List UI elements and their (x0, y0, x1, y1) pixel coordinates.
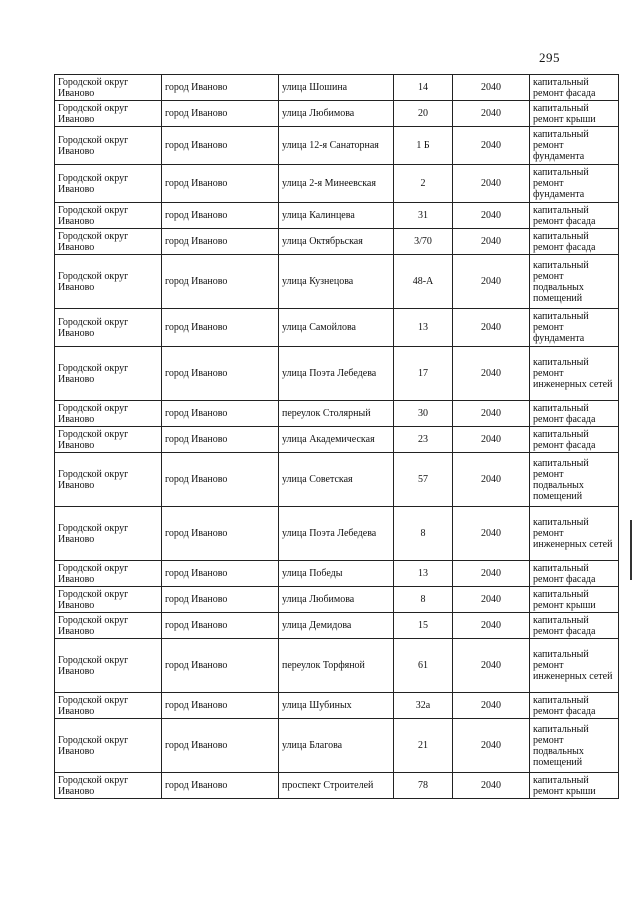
city-cell: город Иваново (162, 773, 279, 799)
house-number-cell: 23 (394, 427, 453, 453)
district-cell: Городской округ Иваново (55, 203, 162, 229)
house-number-cell: 15 (394, 613, 453, 639)
house-number-cell: 61 (394, 639, 453, 693)
table-row (55, 347, 619, 401)
district-cell: Городской округ Иваново (55, 507, 162, 561)
district-cell: Городской округ Иваново (55, 773, 162, 799)
house-number-cell: 32а (394, 693, 453, 719)
street-cell: улица Октябрьская (279, 229, 394, 255)
work-type-cell: капитальный ремонт подвальных помещений (530, 453, 619, 507)
work-type-cell: капитальный ремонт фасада (530, 229, 619, 255)
district-cell: Городской округ Иваново (55, 453, 162, 507)
city-cell: город Иваново (162, 127, 279, 165)
year-cell: 2040 (453, 427, 530, 453)
year-cell: 2040 (453, 347, 530, 401)
district-cell: Городской округ Иваново (55, 165, 162, 203)
work-type-cell: капитальный ремонт крыши (530, 101, 619, 127)
year-cell: 2040 (453, 587, 530, 613)
table-row (55, 453, 619, 507)
street-cell: улица Кузнецова (279, 255, 394, 309)
work-type-cell: капитальный ремонт фундамента (530, 127, 619, 165)
house-number-cell: 30 (394, 401, 453, 427)
city-cell: город Иваново (162, 427, 279, 453)
city-cell: город Иваново (162, 229, 279, 255)
work-type-cell: капитальный ремонт фасада (530, 203, 619, 229)
house-number-cell: 8 (394, 587, 453, 613)
district-cell: Городской округ Иваново (55, 693, 162, 719)
work-type-cell: капитальный ремонт инженерных сетей (530, 347, 619, 401)
street-cell: улица Калинцева (279, 203, 394, 229)
street-cell: проспект Строителей (279, 773, 394, 799)
district-cell: Городской округ Иваново (55, 401, 162, 427)
table-row (55, 203, 619, 229)
district-cell: Городской округ Иваново (55, 587, 162, 613)
district-cell: Городской округ Иваново (55, 427, 162, 453)
street-cell: переулок Торфяной (279, 639, 394, 693)
district-cell: Городской округ Иваново (55, 255, 162, 309)
year-cell: 2040 (453, 127, 530, 165)
table-row (55, 587, 619, 613)
district-cell: Городской округ Иваново (55, 561, 162, 587)
house-number-cell: 21 (394, 719, 453, 773)
work-type-cell: капитальный ремонт фундамента (530, 165, 619, 203)
table-row (55, 255, 619, 309)
city-cell: город Иваново (162, 309, 279, 347)
house-number-cell: 57 (394, 453, 453, 507)
district-cell: Городской округ Иваново (55, 75, 162, 101)
house-number-cell: 3/70 (394, 229, 453, 255)
district-cell: Городской округ Иваново (55, 613, 162, 639)
street-cell: улица Самойлова (279, 309, 394, 347)
city-cell: город Иваново (162, 255, 279, 309)
district-cell: Городской округ Иваново (55, 101, 162, 127)
work-type-cell: капитальный ремонт фасада (530, 427, 619, 453)
district-cell: Городской округ Иваново (55, 309, 162, 347)
house-number-cell: 20 (394, 101, 453, 127)
year-cell: 2040 (453, 309, 530, 347)
city-cell: город Иваново (162, 507, 279, 561)
page-number: 295 (539, 50, 560, 65)
work-type-cell: капитальный ремонт фасада (530, 693, 619, 719)
work-type-cell: капитальный ремонт подвальных помещений (530, 719, 619, 773)
street-cell: улица Любимова (279, 101, 394, 127)
city-cell: город Иваново (162, 613, 279, 639)
house-number-cell: 13 (394, 561, 453, 587)
house-number-cell: 14 (394, 75, 453, 101)
street-cell: улица Шубиных (279, 693, 394, 719)
year-cell: 2040 (453, 693, 530, 719)
work-type-cell: капитальный ремонт инженерных сетей (530, 639, 619, 693)
street-cell: улица Демидова (279, 613, 394, 639)
city-cell: город Иваново (162, 165, 279, 203)
district-cell: Городской округ Иваново (55, 639, 162, 693)
table-row (55, 613, 619, 639)
city-cell: город Иваново (162, 75, 279, 101)
year-cell: 2040 (453, 165, 530, 203)
table-row (55, 229, 619, 255)
table-body (55, 75, 619, 799)
house-number-cell: 17 (394, 347, 453, 401)
table-row (55, 507, 619, 561)
house-number-cell: 8 (394, 507, 453, 561)
street-cell: улица Победы (279, 561, 394, 587)
table-row (55, 773, 619, 799)
year-cell: 2040 (453, 719, 530, 773)
table-row (55, 309, 619, 347)
street-cell: улица 12-я Санаторная (279, 127, 394, 165)
work-type-cell: капитальный ремонт подвальных помещений (530, 255, 619, 309)
work-type-cell: капитальный ремонт инженерных сетей (530, 507, 619, 561)
table-row (55, 427, 619, 453)
city-cell: город Иваново (162, 101, 279, 127)
house-number-cell: 2 (394, 165, 453, 203)
house-number-cell: 78 (394, 773, 453, 799)
year-cell: 2040 (453, 401, 530, 427)
district-cell: Городской округ Иваново (55, 127, 162, 165)
table-row (55, 693, 619, 719)
work-type-cell: капитальный ремонт крыши (530, 773, 619, 799)
city-cell: город Иваново (162, 587, 279, 613)
year-cell: 2040 (453, 101, 530, 127)
house-number-cell: 13 (394, 309, 453, 347)
year-cell: 2040 (453, 507, 530, 561)
district-cell: Городской округ Иваново (55, 347, 162, 401)
table-row (55, 639, 619, 693)
street-cell: улица Поэта Лебедева (279, 347, 394, 401)
year-cell: 2040 (453, 255, 530, 309)
table-row (55, 127, 619, 165)
street-cell: улица Советская (279, 453, 394, 507)
street-cell: улица Академическая (279, 427, 394, 453)
year-cell: 2040 (453, 639, 530, 693)
table-row (55, 75, 619, 101)
street-cell: улица Шошина (279, 75, 394, 101)
year-cell: 2040 (453, 561, 530, 587)
year-cell: 2040 (453, 229, 530, 255)
house-number-cell: 31 (394, 203, 453, 229)
year-cell: 2040 (453, 453, 530, 507)
district-cell: Городской округ Иваново (55, 719, 162, 773)
repair-schedule-table (54, 74, 619, 799)
table-row (55, 401, 619, 427)
work-type-cell: капитальный ремонт фасада (530, 561, 619, 587)
city-cell: город Иваново (162, 561, 279, 587)
year-cell: 2040 (453, 613, 530, 639)
street-cell: улица Поэта Лебедева (279, 507, 394, 561)
street-cell: переулок Столярный (279, 401, 394, 427)
house-number-cell: 1 Б (394, 127, 453, 165)
city-cell: город Иваново (162, 693, 279, 719)
city-cell: город Иваново (162, 639, 279, 693)
table-row (55, 101, 619, 127)
district-cell: Городской округ Иваново (55, 229, 162, 255)
street-cell: улица Любимова (279, 587, 394, 613)
work-type-cell: капитальный ремонт фундамента (530, 309, 619, 347)
year-cell: 2040 (453, 75, 530, 101)
work-type-cell: капитальный ремонт фасада (530, 401, 619, 427)
street-cell: улица 2-я Минеевская (279, 165, 394, 203)
year-cell: 2040 (453, 203, 530, 229)
table-row (55, 165, 619, 203)
city-cell: город Иваново (162, 719, 279, 773)
table-row (55, 719, 619, 773)
city-cell: город Иваново (162, 401, 279, 427)
table-row (55, 561, 619, 587)
city-cell: город Иваново (162, 453, 279, 507)
work-type-cell: капитальный ремонт крыши (530, 587, 619, 613)
work-type-cell: капитальный ремонт фасада (530, 613, 619, 639)
year-cell: 2040 (453, 773, 530, 799)
street-cell: улица Благова (279, 719, 394, 773)
work-type-cell: капитальный ремонт фасада (530, 75, 619, 101)
house-number-cell: 48-А (394, 255, 453, 309)
margin-mark (630, 520, 632, 580)
city-cell: город Иваново (162, 347, 279, 401)
city-cell: город Иваново (162, 203, 279, 229)
